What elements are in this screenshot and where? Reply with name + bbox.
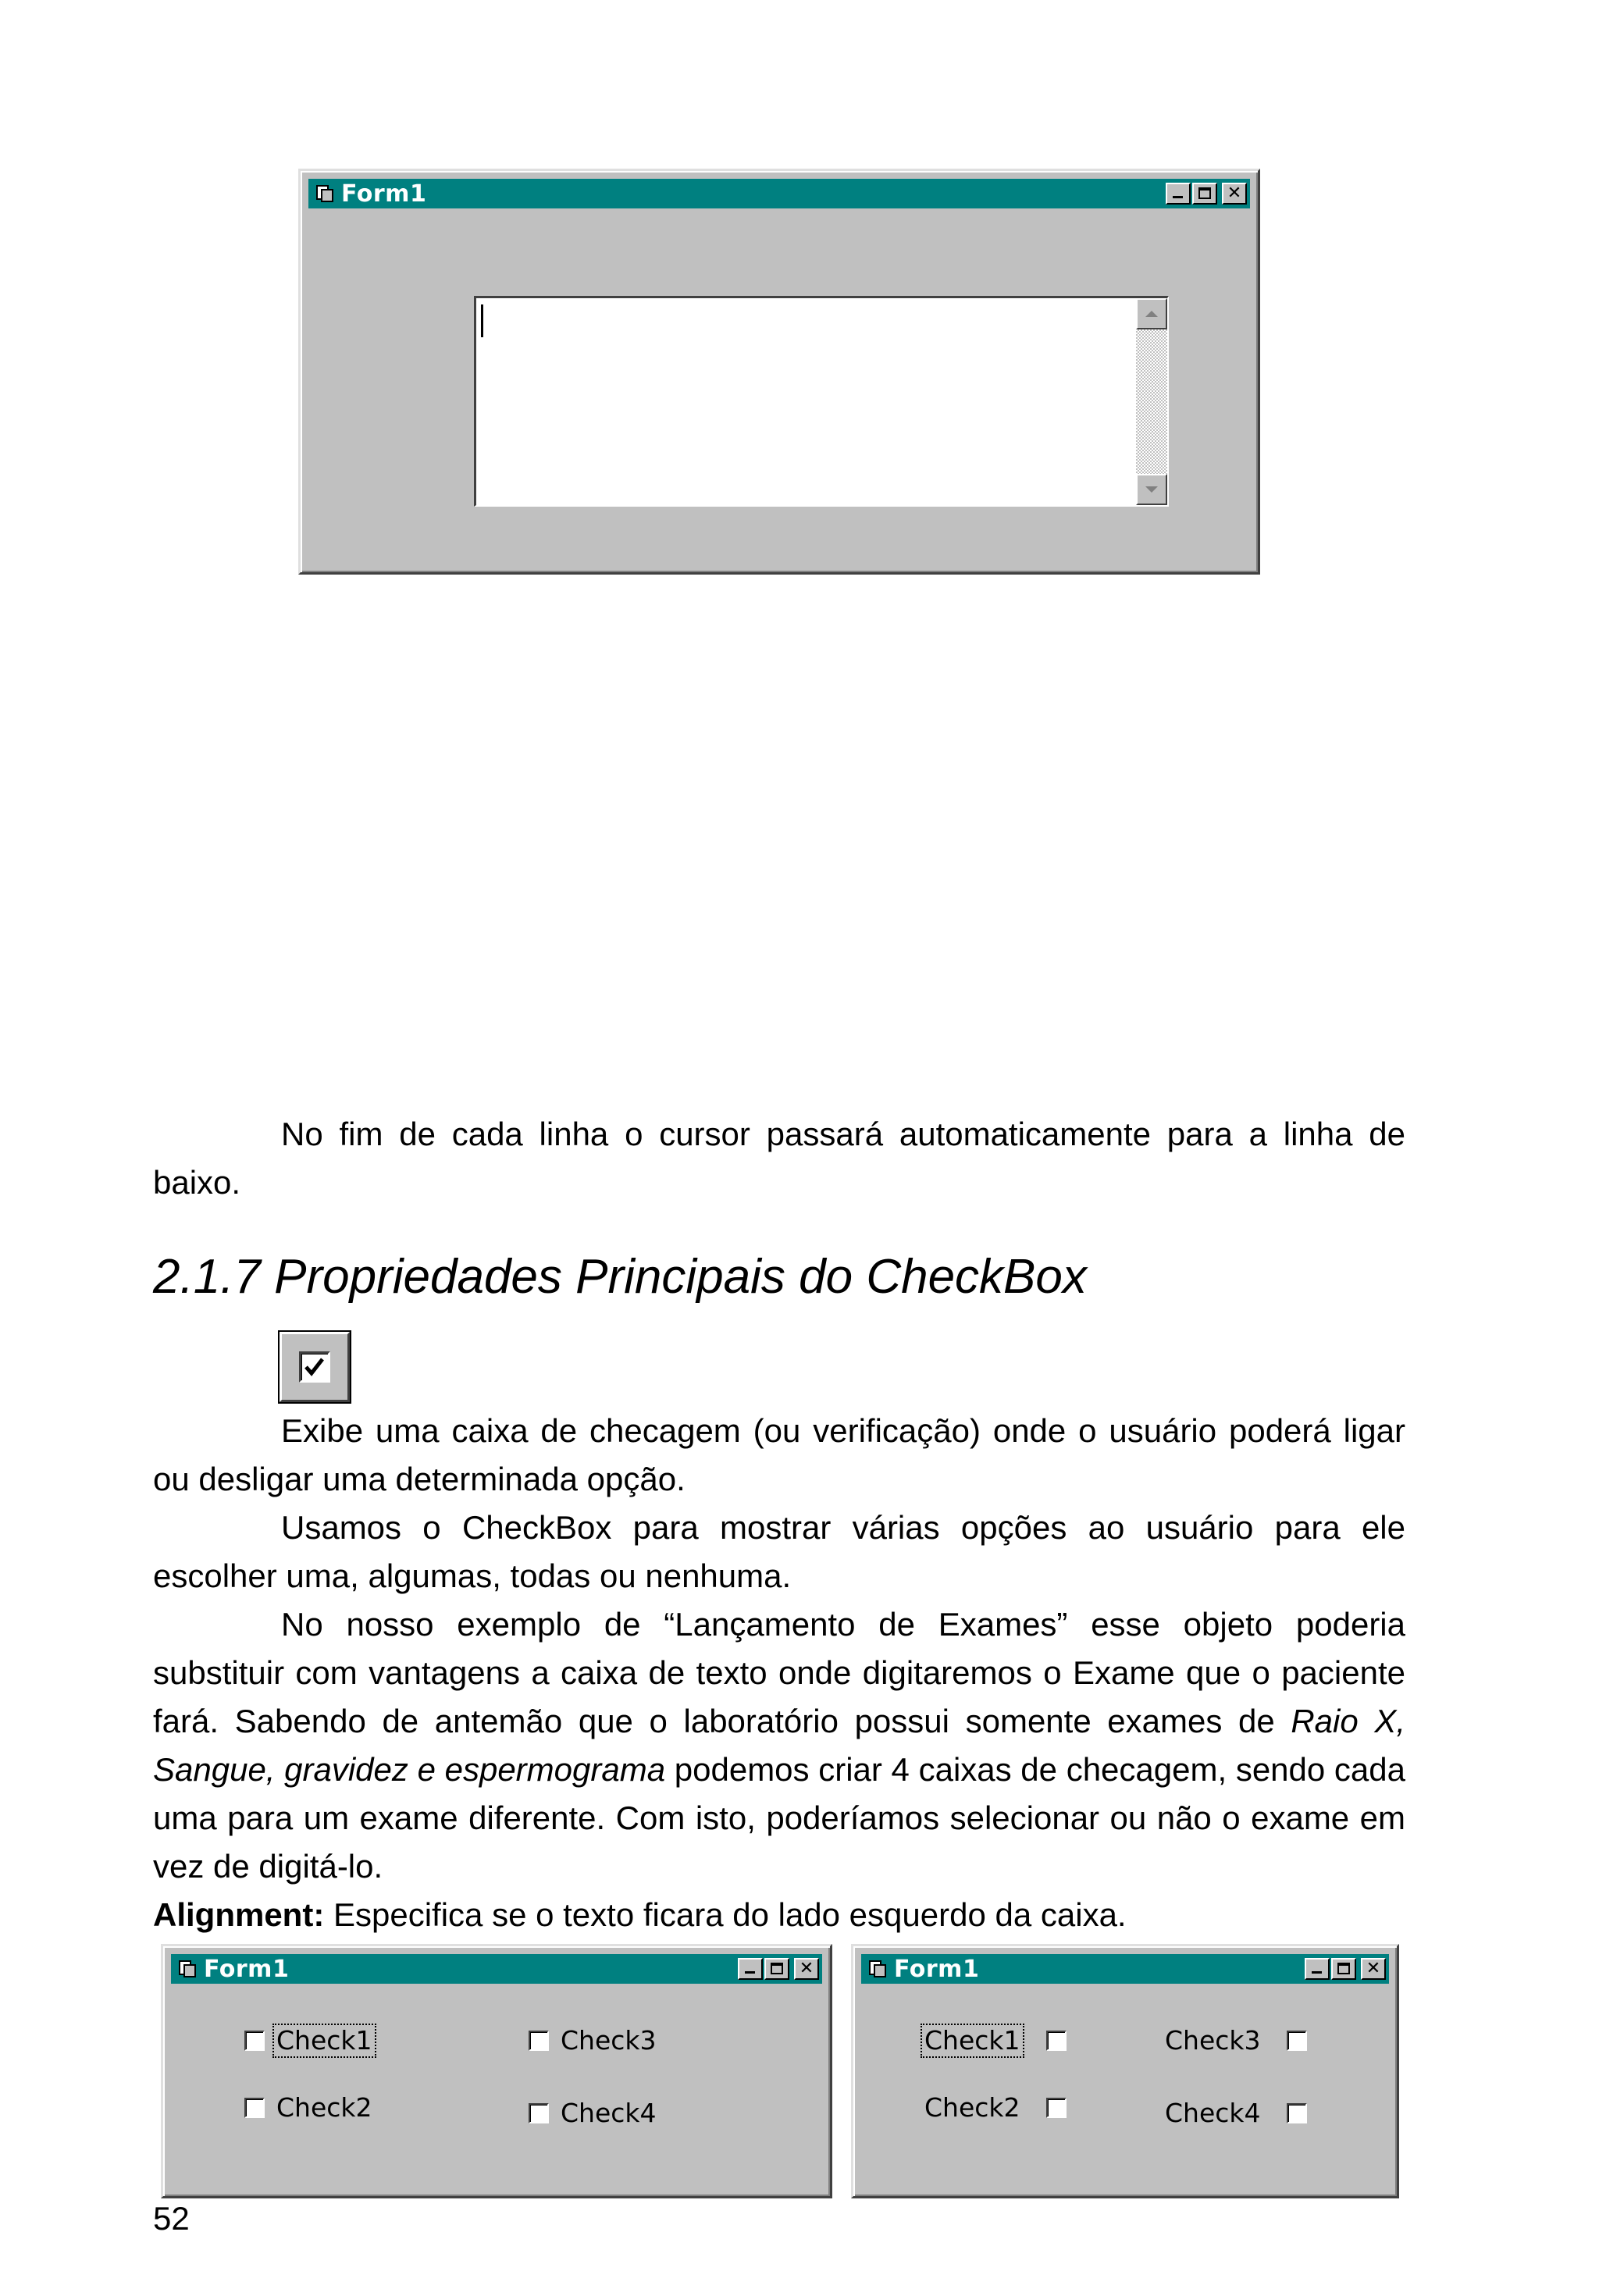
checkbox-check4[interactable] bbox=[1163, 2098, 1307, 2129]
window-title: Form1 bbox=[341, 180, 427, 208]
checkbox-square[interactable] bbox=[244, 2098, 265, 2118]
checkbox-label: Check1 bbox=[922, 2025, 1023, 2056]
section-heading: 2.1.7 Propriedades Principais do CheckBox bbox=[153, 1250, 1087, 1304]
text-cursor bbox=[481, 304, 483, 337]
checkbox-frame bbox=[299, 1351, 330, 1383]
maximize-button[interactable] bbox=[1192, 183, 1217, 205]
vertical-scrollbar[interactable] bbox=[1136, 298, 1167, 505]
checkbox-square[interactable] bbox=[529, 2031, 549, 2051]
checkbox-square[interactable] bbox=[529, 2103, 549, 2123]
arrow-up-icon bbox=[1145, 311, 1158, 317]
checkbox-label: Check2 bbox=[924, 2092, 1020, 2123]
form-icon bbox=[177, 1959, 198, 1979]
close-button[interactable]: ✕ bbox=[794, 1958, 819, 1980]
form-icon bbox=[867, 1959, 888, 1979]
title-bar[interactable] bbox=[171, 1954, 822, 1984]
checkbox-label: Check3 bbox=[1165, 2025, 1261, 2056]
maximize-button[interactable] bbox=[1331, 1958, 1356, 1980]
page-number: 52 bbox=[153, 2200, 190, 2237]
checkbox-label: Check4 bbox=[1165, 2098, 1261, 2128]
checkbox-check1[interactable] bbox=[244, 2025, 375, 2056]
paragraph-exibe: Exibe uma caixa de checagem (ou verificação) onde o usuário poderá ligar ou desligar uma determinada opção. bbox=[153, 1412, 1405, 1497]
checkbox-tool-icon bbox=[280, 1332, 350, 1402]
window-title: Form1 bbox=[204, 1955, 290, 1983]
form1-window-left-aligned bbox=[161, 1944, 832, 2198]
checkbox-square[interactable] bbox=[1046, 2098, 1067, 2118]
paragraph-usamos: Usamos o CheckBox para mostrar várias opções ao usuário para ele escolher uma, algumas, todas ou nenhuma. bbox=[153, 1509, 1405, 1594]
form1-window-right-aligned bbox=[851, 1944, 1399, 2198]
alignment-paragraph bbox=[153, 1891, 1405, 1939]
minimize-button[interactable] bbox=[1166, 183, 1191, 205]
checkbox-square[interactable] bbox=[1287, 2103, 1307, 2123]
alignment-label: Alignment: bbox=[153, 1896, 325, 1933]
paragraph-exemplo bbox=[153, 1600, 1405, 1891]
checkmark-icon bbox=[301, 1354, 328, 1380]
paragraph-exemplo-end: podemos criar 4 caixas de checagem, sendo cada uma para um exame diferente. Com isto, poderíamos selecionar ou não o exame em vez de digitá-lo. bbox=[153, 1751, 1406, 1885]
form1-window-textbox bbox=[298, 169, 1260, 575]
checkbox-square[interactable] bbox=[244, 2031, 265, 2051]
alignment-text: Especifica se o texto ficara do lado esquerdo da caixa. bbox=[324, 1896, 1127, 1933]
checkbox-label: Check2 bbox=[276, 2092, 372, 2123]
form-icon bbox=[315, 183, 335, 204]
multiline-textbox[interactable] bbox=[474, 296, 1169, 507]
scroll-up-button[interactable] bbox=[1136, 298, 1167, 329]
maximize-button[interactable] bbox=[764, 1958, 789, 1980]
checkbox-check2[interactable] bbox=[922, 2092, 1067, 2123]
close-button[interactable]: ✕ bbox=[1222, 183, 1247, 205]
scroll-down-button[interactable] bbox=[1136, 474, 1167, 505]
checkbox-check2[interactable] bbox=[244, 2092, 375, 2123]
checkbox-check1[interactable] bbox=[922, 2025, 1067, 2056]
checkbox-square[interactable] bbox=[1046, 2031, 1067, 2051]
checkbox-label: Check4 bbox=[561, 2098, 657, 2128]
arrow-down-icon bbox=[1145, 486, 1158, 493]
close-button[interactable]: ✕ bbox=[1361, 1958, 1386, 1980]
checkbox-label: Check1 bbox=[274, 2025, 375, 2056]
checkbox-square[interactable] bbox=[1287, 2031, 1307, 2051]
title-bar[interactable] bbox=[861, 1954, 1389, 1984]
paragraph-exemplo-start: No nosso exemplo de “Lançamento de Exames” esse objeto poderia substituir com vantagens a caixa de texto onde digitaremos o Exame que o paciente fará. Sabendo de antemão que o laboratório possui somente exames de bbox=[153, 1606, 1405, 1739]
minimize-button[interactable] bbox=[1305, 1958, 1330, 1980]
title-bar[interactable] bbox=[308, 179, 1250, 208]
intro-paragraph: No fim de cada linha o cursor passará automaticamente para a linha de baixo. bbox=[153, 1116, 1405, 1201]
checkbox-check3[interactable] bbox=[1163, 2025, 1307, 2056]
exam-list-italic: Raio X, Sangue, gravidez e espermograma bbox=[153, 1703, 1406, 1788]
minimize-button[interactable] bbox=[738, 1958, 763, 1980]
checkbox-label: Check3 bbox=[561, 2025, 657, 2056]
window-title: Form1 bbox=[894, 1955, 980, 1983]
checkbox-check3[interactable] bbox=[529, 2025, 659, 2056]
checkbox-check4[interactable] bbox=[529, 2098, 659, 2129]
